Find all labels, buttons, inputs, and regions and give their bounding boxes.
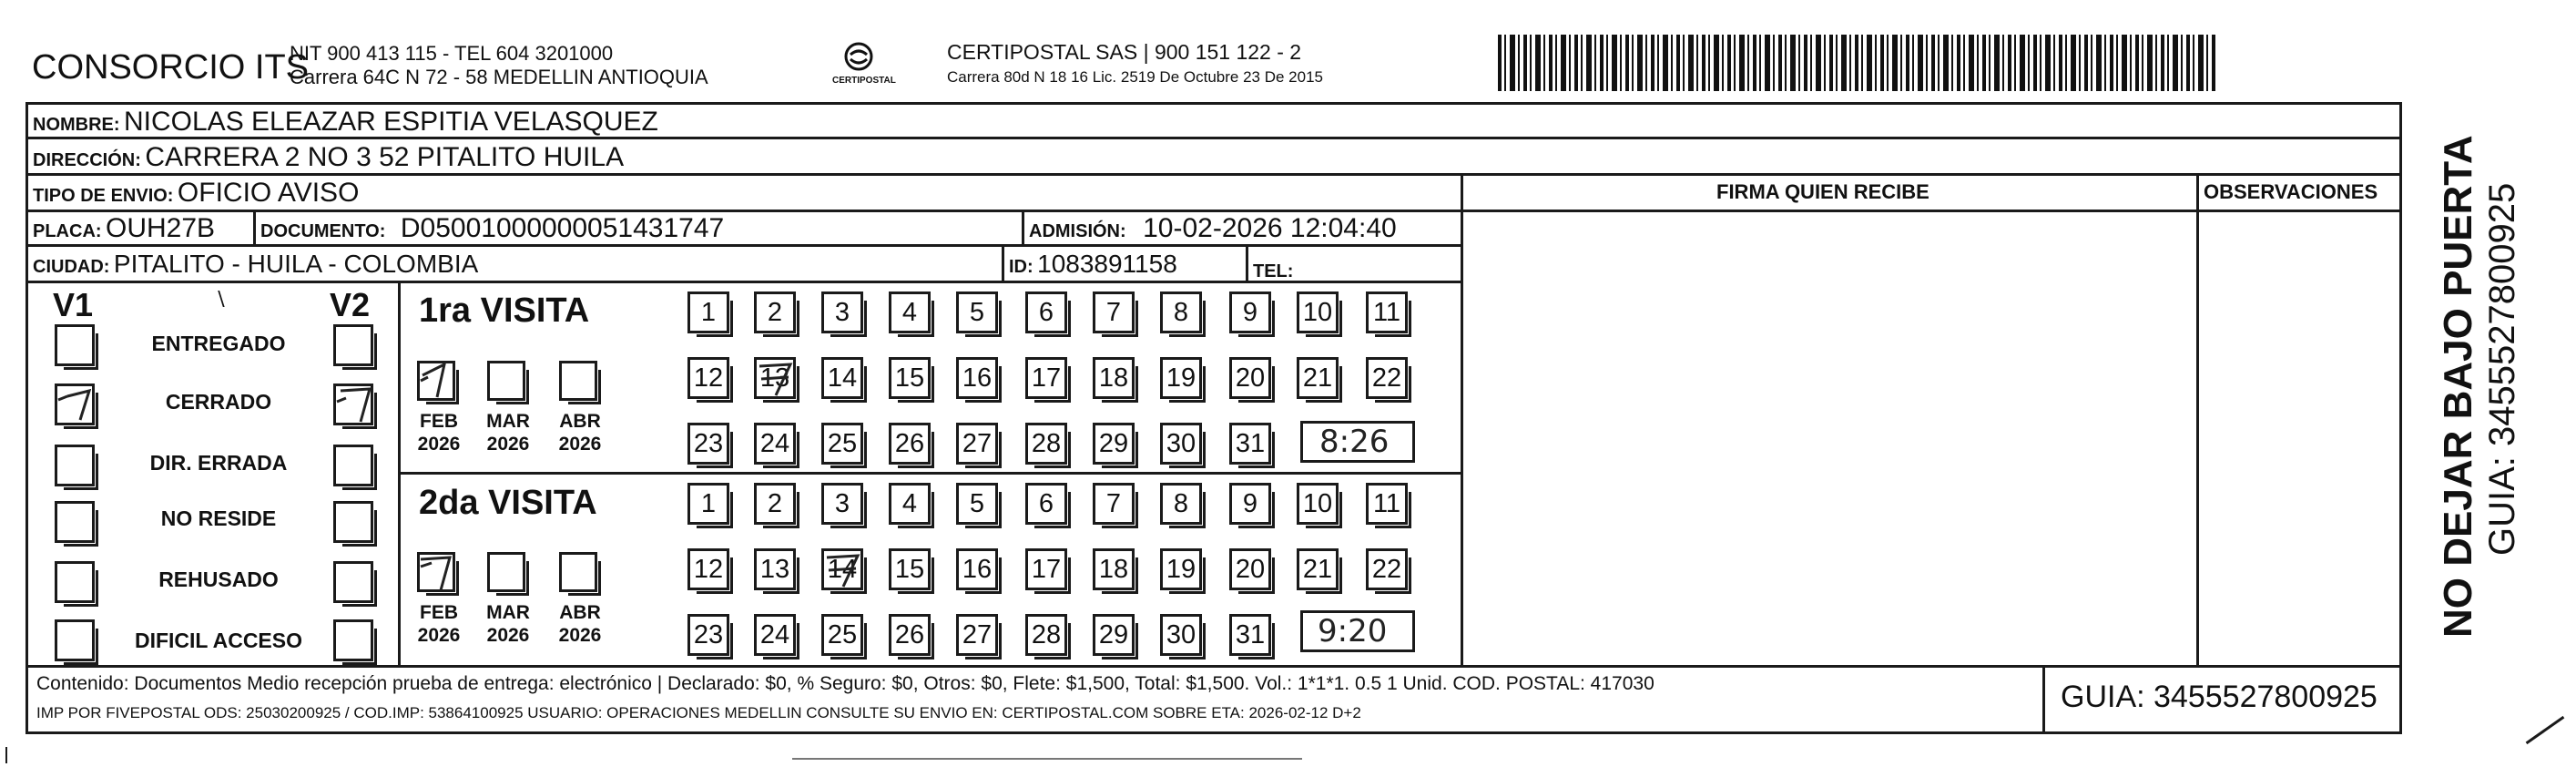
col-status-right xyxy=(398,281,401,667)
check-mark-icon xyxy=(333,384,373,424)
visit2-abr-text: ABR xyxy=(559,602,601,623)
v1-label: V1 xyxy=(53,286,94,323)
firma-header: FIRMA QUIEN RECIBE xyxy=(1716,180,1929,203)
col-id xyxy=(1002,244,1004,281)
visit1-day-box[interactable]: 6 xyxy=(1025,291,1067,333)
visit1-day-box[interactable]: 21 xyxy=(1297,357,1339,399)
visit2-month-feb[interactable] xyxy=(417,552,455,592)
visit1-month-abr-label xyxy=(553,410,607,455)
check-mark-icon xyxy=(55,384,95,424)
firma-area[interactable] xyxy=(1466,211,2194,663)
footer-print-line: IMP POR FIVEPOSTAL ODS: 25030200925 / COD.IMP: 53864100925 USUARIO: OPERACIONES MEDELLIN CONSULTE SU ENVIO EN: CERTIPOSTAL.COM SOBRE ETA: 2026-02-12 D+2 xyxy=(36,704,1361,721)
visit1-day-box[interactable]: 30 xyxy=(1160,423,1202,465)
visit2-day-box[interactable]: 18 xyxy=(1093,548,1135,590)
visit1-month-feb-label xyxy=(412,410,466,455)
footer-content-line: Contenido: Documentos Medio recepción prueba de entrega: electrónico | Declarado: $0, % Seguro: $0, Otros: $0, Flete: $1,500, Total: $1,500. Vol.: 1*1*1. 0.5 1 Unid. COD. POSTAL: 417030 xyxy=(36,673,1655,694)
visit1-feb-year: 2026 xyxy=(417,434,461,455)
v2-checkbox-dificil-acceso[interactable] xyxy=(333,619,373,661)
visit2-day-box[interactable]: 14 xyxy=(821,548,863,590)
tipo-label: TIPO DE ENVIO: xyxy=(33,186,174,206)
visit1-feb-text: FEB xyxy=(420,411,458,432)
form-bottom-border xyxy=(25,731,2402,734)
visit2-abr-year: 2026 xyxy=(558,625,602,647)
footer-guia: GUIA: 3455527800925 xyxy=(2061,680,2377,714)
v2-checkbox-rehusado[interactable] xyxy=(333,561,373,603)
nombre-value: NICOLAS ELEAZAR ESPITIA VELASQUEZ xyxy=(124,107,658,137)
placa-value: OUH27B xyxy=(106,213,216,243)
company-nit: NIT 900 413 115 - TEL 604 3201000 xyxy=(290,42,614,65)
tel-label: TEL: xyxy=(1253,261,1294,281)
paper-edge-line xyxy=(792,758,1302,760)
placa-row xyxy=(33,215,215,242)
ciudad-value: PITALITO - HUILA - COLOMBIA xyxy=(113,250,479,278)
visit2-day-box[interactable]: 16 xyxy=(956,548,998,590)
visit2-day-box[interactable]: 9 xyxy=(1229,483,1271,525)
visit2-day-box[interactable]: 17 xyxy=(1025,548,1067,590)
col-placa-doc xyxy=(253,210,256,246)
visit2-month-abr[interactable] xyxy=(559,552,597,592)
visit1-day-box[interactable]: 28 xyxy=(1025,423,1067,465)
row-divider-2 xyxy=(25,173,2402,176)
visit1-day-box[interactable]: 19 xyxy=(1160,357,1202,399)
visit1-month-mar-label xyxy=(481,410,535,455)
visit2-handwritten-time: 9:20 xyxy=(1318,613,1388,649)
visit2-month-mar[interactable] xyxy=(487,552,525,592)
visit1-day-box[interactable]: 22 xyxy=(1366,357,1408,399)
col-obs-left xyxy=(2196,173,2199,667)
visit1-day-box[interactable]: 23 xyxy=(687,423,729,465)
direccion-label: DIRECCIÓN: xyxy=(33,150,141,170)
visit1-month-feb[interactable] xyxy=(417,361,455,401)
day-mark-icon xyxy=(821,548,863,590)
company-address: Carrera 64C N 72 - 58 MEDELLIN ANTIOQUIA xyxy=(290,66,708,88)
tick-mark: ∖ xyxy=(214,288,228,311)
visit1-day-box[interactable]: 17 xyxy=(1025,357,1067,399)
logo-text: CERTIPOSTAL xyxy=(832,76,896,86)
admision-value: 10-02-2026 12:04:40 xyxy=(1143,213,1397,243)
status-dificil-acceso: DIFICIL ACCESO xyxy=(134,629,302,652)
visit1-day-box[interactable]: 15 xyxy=(889,357,931,399)
paper-corner-mark xyxy=(2526,716,2565,744)
admision-label: ADMISIÓN: xyxy=(1029,221,1126,241)
side-warning: NO DEJAR BAJO PUERTA xyxy=(2436,135,2480,638)
visit1-month-abr[interactable] xyxy=(559,361,597,401)
visit1-month-mar[interactable] xyxy=(487,361,525,401)
visit2-feb-year: 2026 xyxy=(417,625,461,647)
v2-checkbox-entregado[interactable] xyxy=(333,324,373,366)
visit2-day-box[interactable]: 11 xyxy=(1366,483,1408,525)
visit1-day-box[interactable]: 20 xyxy=(1229,357,1271,399)
ciudad-label: CIUDAD: xyxy=(33,257,110,277)
direccion-value: CARRERA 2 NO 3 52 PITALITO HUILA xyxy=(145,142,625,172)
tipo-value: OFICIO AVISO xyxy=(177,178,360,208)
visit2-month-feb-label xyxy=(412,601,466,647)
visit2-day-box[interactable]: 10 xyxy=(1297,483,1339,525)
documento-value: D05001000000051431747 xyxy=(400,213,725,243)
visit2-day-box[interactable]: 29 xyxy=(1093,614,1135,656)
visit1-handwritten-time: 8:26 xyxy=(1319,424,1390,460)
visit2-day-box[interactable]: 15 xyxy=(889,548,931,590)
v1-checkbox-no-reside[interactable] xyxy=(55,501,95,543)
visit2-month-abr-label xyxy=(553,601,607,647)
visit2-feb-text: FEB xyxy=(420,602,458,623)
visit2-day-box[interactable]: 19 xyxy=(1160,548,1202,590)
col-firma-left xyxy=(1461,173,1463,667)
visit1-day-box[interactable]: 27 xyxy=(956,423,998,465)
visit2-day-box[interactable]: 31 xyxy=(1229,614,1271,656)
v2-checkbox-no-reside[interactable] xyxy=(333,501,373,543)
visit2-day-box[interactable]: 13 xyxy=(754,548,796,590)
nombre-label: NOMBRE: xyxy=(33,115,120,135)
visit2-day-box[interactable]: 27 xyxy=(956,614,998,656)
visit1-day-box[interactable]: 5 xyxy=(956,291,998,333)
col-admision xyxy=(1022,210,1024,246)
check-mark-icon xyxy=(417,552,455,592)
visit1-day-box[interactable]: 8 xyxy=(1160,291,1202,333)
col-guia-footer xyxy=(2042,665,2045,733)
documento-label: DOCUMENTO: xyxy=(260,221,386,241)
visit2-day-box[interactable]: 8 xyxy=(1160,483,1202,525)
visit2-day-box[interactable]: 26 xyxy=(889,614,931,656)
visit2-day-box[interactable]: 28 xyxy=(1025,614,1067,656)
v1-checkbox-dificil-acceso[interactable] xyxy=(55,619,95,661)
v1-checkbox-cerrado[interactable] xyxy=(55,384,95,425)
visit1-day-box[interactable]: 7 xyxy=(1093,291,1135,333)
visit1-day-box[interactable]: 2 xyxy=(754,291,796,333)
form-left-border xyxy=(25,102,28,733)
visit1-day-box[interactable]: 3 xyxy=(821,291,863,333)
visit2-day-box[interactable]: 25 xyxy=(821,614,863,656)
col-tel xyxy=(1246,244,1248,281)
visit1-day-box[interactable]: 24 xyxy=(754,423,796,465)
form-right-border xyxy=(2399,102,2402,733)
v1-checkbox-entregado[interactable] xyxy=(55,324,95,366)
placa-label: PLACA: xyxy=(33,221,102,241)
nombre-row xyxy=(33,108,658,136)
visit2-day-box[interactable]: 1 xyxy=(687,483,729,525)
form-top-border xyxy=(25,102,2402,105)
visit2-day-box[interactable]: 2 xyxy=(754,483,796,525)
visit1-day-box[interactable]: 4 xyxy=(889,291,931,333)
visit2-day-box[interactable]: 22 xyxy=(1366,548,1408,590)
visit2-day-box[interactable]: 21 xyxy=(1297,548,1339,590)
certipostal-license: Carrera 80d N 18 16 Lic. 2519 De Octubre 23 De 2015 xyxy=(947,68,1323,86)
visit1-day-box[interactable]: 12 xyxy=(687,357,729,399)
visit2-day-box[interactable]: 3 xyxy=(821,483,863,525)
visit1-day-box[interactable]: 14 xyxy=(821,357,863,399)
observaciones-area[interactable] xyxy=(2202,211,2397,663)
v1-checkbox-rehusado[interactable] xyxy=(55,561,95,603)
visit-divider xyxy=(398,472,1462,475)
visit2-day-box[interactable]: 4 xyxy=(889,483,931,525)
admision-row xyxy=(1029,215,1397,242)
status-rehusado: REHUSADO xyxy=(158,568,279,591)
barcode xyxy=(1498,35,2217,91)
status-cerrado: CERRADO xyxy=(165,390,272,414)
visit1-day-box[interactable]: 13 xyxy=(754,357,796,399)
visit2-day-box[interactable]: 24 xyxy=(754,614,796,656)
visit1-day-box[interactable]: 18 xyxy=(1093,357,1135,399)
visit2-day-box[interactable]: 30 xyxy=(1160,614,1202,656)
paper-left-tick xyxy=(5,747,7,763)
v2-checkbox-cerrado[interactable] xyxy=(333,384,373,425)
visit1-day-box[interactable]: 25 xyxy=(821,423,863,465)
observaciones-header: OBSERVACIONES xyxy=(2204,180,2378,203)
row-divider-5 xyxy=(25,281,1462,283)
visit2-day-box[interactable]: 23 xyxy=(687,614,729,656)
visit2-day-box[interactable]: 7 xyxy=(1093,483,1135,525)
status-entregado: ENTREGADO xyxy=(151,332,286,355)
visit2-mar-text: MAR xyxy=(486,602,530,623)
tipo-row xyxy=(33,179,359,207)
visit2-month-mar-label xyxy=(481,601,535,647)
visit1-abr-year: 2026 xyxy=(558,434,602,455)
visit1-abr-text: ABR xyxy=(559,411,601,432)
status-no-reside: NO RESIDE xyxy=(160,506,277,530)
check-mark-icon xyxy=(417,361,455,401)
visit1-mar-year: 2026 xyxy=(486,434,530,455)
visit1-day-box[interactable]: 10 xyxy=(1297,291,1339,333)
company-name: CONSORCIO ITS xyxy=(32,48,310,87)
visit1-day-box[interactable]: 29 xyxy=(1093,423,1135,465)
id-row xyxy=(1009,251,1177,277)
row-divider-6 xyxy=(25,665,2402,668)
visit1-day-box[interactable]: 1 xyxy=(687,291,729,333)
visit1-day-box[interactable]: 16 xyxy=(956,357,998,399)
direccion-row xyxy=(33,144,624,171)
visit1-day-box[interactable]: 11 xyxy=(1366,291,1408,333)
side-guia: GUIA: 3455527800925 xyxy=(2482,182,2522,556)
visit2-day-box[interactable]: 12 xyxy=(687,548,729,590)
tel-row xyxy=(1253,255,1293,282)
v2-label: V2 xyxy=(330,286,371,323)
visit1-time-box[interactable] xyxy=(1300,421,1415,463)
visit2-day-box[interactable]: 5 xyxy=(956,483,998,525)
row-divider-1 xyxy=(25,137,2402,139)
id-value: 1083891158 xyxy=(1037,250,1177,278)
documento-row xyxy=(260,215,724,242)
visit2-time-box[interactable] xyxy=(1300,610,1415,652)
v2-checkbox-dir-errada[interactable] xyxy=(333,445,373,486)
id-label: ID: xyxy=(1009,257,1033,277)
visit1-day-box[interactable]: 26 xyxy=(889,423,931,465)
v1-checkbox-dir-errada[interactable] xyxy=(55,445,95,486)
certipostal-logo xyxy=(827,38,896,93)
visit2-day-box[interactable]: 6 xyxy=(1025,483,1067,525)
visit1-day-box[interactable]: 31 xyxy=(1229,423,1271,465)
visit2-title: 2da VISITA xyxy=(419,484,597,522)
visit1-title: 1ra VISITA xyxy=(419,291,590,330)
visit2-mar-year: 2026 xyxy=(486,625,530,647)
certipostal-info: CERTIPOSTAL SAS | 900 151 122 - 2 xyxy=(947,40,1302,64)
ciudad-row xyxy=(33,251,478,277)
day-mark-icon xyxy=(754,357,796,399)
visit1-mar-text: MAR xyxy=(486,411,530,432)
status-dir-errada: DIR. ERRADA xyxy=(149,451,288,475)
visit1-day-box[interactable]: 9 xyxy=(1229,291,1271,333)
visit2-day-box[interactable]: 20 xyxy=(1229,548,1271,590)
